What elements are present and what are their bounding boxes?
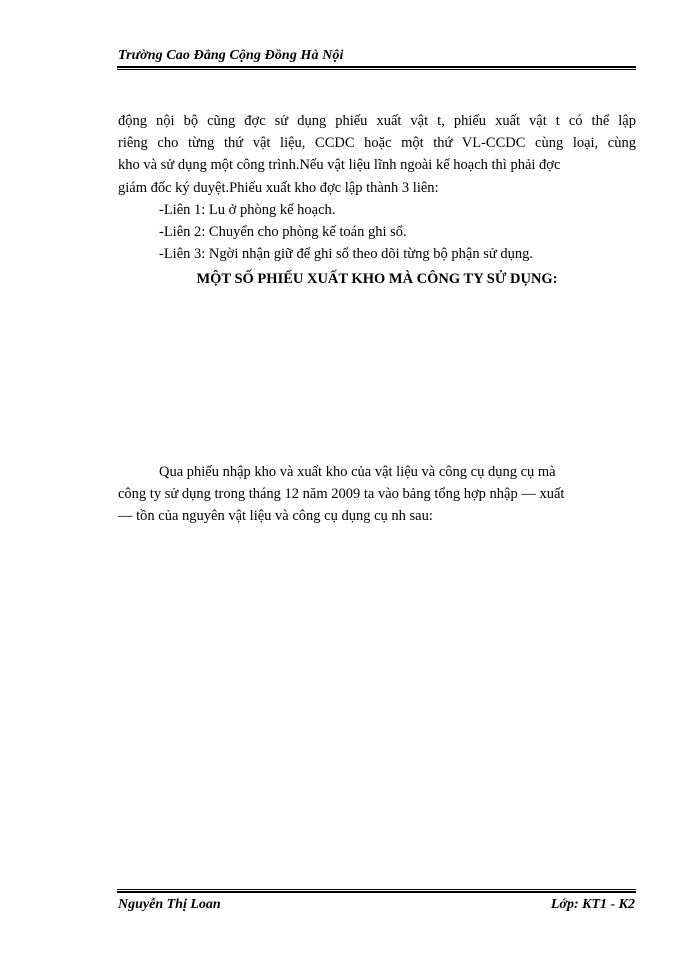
- list-item-copy-2: -Liên 2: Chuyển cho phòng kế toán ghi sổ.: [159, 224, 407, 241]
- page-header-school: Trường Cao Đẳng Cộng Đồng Hà Nội: [118, 48, 344, 63]
- footer-author: Nguyễn Thị Loan: [118, 897, 221, 912]
- paragraph-summary: [118, 461, 636, 528]
- paragraph-issue-procedure: [118, 110, 636, 265]
- paragraph-line: Qua phiếu nhập kho và xuất kho của vật liệu và công cụ dụng cụ mà: [159, 464, 556, 480]
- paragraph-line: riêng cho từng thứ vật liệu, CCDC hoặc một thứ VL-CCDC cùng loại, cùng: [118, 135, 636, 152]
- header-divider: [117, 66, 636, 70]
- paragraph-line: — tồn của nguyên vật liệu và công cụ dụng cụ nh sau:: [118, 508, 433, 525]
- paragraph-line: giám đốc ký duyệt.Phiếu xuất kho đợc lập thành 3 liên:: [118, 179, 439, 196]
- paragraph-line: động nội bộ cũng đợc sử dụng phiếu xuất vật t, phiếu xuất vật t có thể lập: [118, 113, 636, 129]
- footer-class: Lớp: KT1 - K2: [550, 897, 635, 912]
- footer-divider: [117, 889, 636, 893]
- section-heading: MỘT SỐ PHIẾU XUẤT KHO MÀ CÔNG TY SỬ DỤNG:: [196, 271, 558, 287]
- paragraph-line: kho và sử dụng một công trình.Nếu vật liệu lĩnh ngoài kế hoạch thì phải đợc: [118, 157, 561, 174]
- list-item-copy-3: -Liên 3: Ngời nhận giữ để ghi sổ theo dõi từng bộ phận sử dụng.: [159, 246, 533, 263]
- list-item-copy-1: -Liên 1: Lu ở phòng kế hoạch.: [159, 201, 336, 218]
- paragraph-line: công ty sử dụng trong tháng 12 năm 2009 ta vào bảng tổng hợp nhập — xuất: [118, 486, 565, 503]
